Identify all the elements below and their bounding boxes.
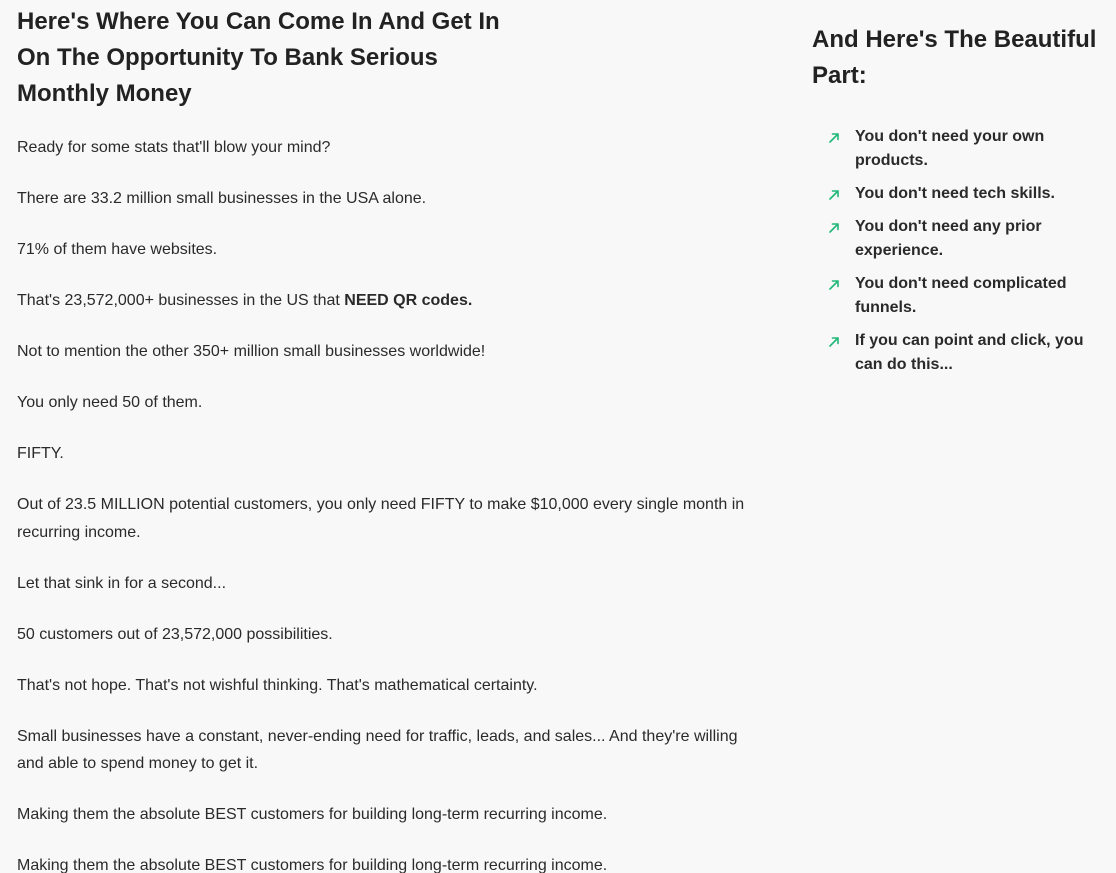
- sidebar: [812, 0, 1107, 386]
- arrow-up-right-icon: [812, 329, 855, 348]
- arrow-up-right-icon: [812, 272, 855, 291]
- paragraph-need-50: You only need 50 of them.: [17, 394, 203, 411]
- paragraph-constant-need: Small businesses have a constant, never-ending need for traffic, leads, and sales... And they're willing and able to spend money to get it.: [17, 727, 738, 772]
- paragraph-fifty: FIFTY.: [17, 445, 64, 462]
- paragraph-best-customers: Making them the absolute BEST customers for building long-term recurring income.: [17, 806, 608, 823]
- paragraph-recurring-income: Out of 23.5 MILLION potential customers, you only need FIFTY to make $10,000 every single month in recurring income.: [17, 496, 745, 541]
- qr-need-emphasis: NEED QR codes.: [344, 292, 473, 309]
- paragraph-qr-need: [17, 287, 787, 315]
- list-item: [812, 272, 1107, 320]
- paragraph-certainty: That's not hope. That's not wishful thinking. That's mathematical certainty.: [17, 676, 538, 694]
- list-item-label: You don't need any prior experience.: [855, 218, 1042, 259]
- list-item: [812, 182, 1107, 206]
- paragraph-us-businesses: There are 33.2 million small businesses in the USA alone.: [17, 190, 427, 207]
- benefits-list: [812, 125, 1107, 377]
- paragraph-best-customers-repeat: Making them the absolute BEST customers for building long-term recurring income.: [17, 857, 608, 873]
- list-item: [812, 215, 1107, 263]
- body-text: [17, 134, 787, 873]
- paragraph-possibilities: 50 customers out of 23,572,000 possibilities.: [17, 625, 333, 643]
- main-content: [17, 0, 787, 873]
- paragraph-worldwide: Not to mention the other 350+ million small businesses worldwide!: [17, 343, 486, 360]
- sidebar-heading: And Here's The Beautiful Part:: [812, 26, 1097, 89]
- paragraph-stats-intro: Ready for some stats that'll blow your mind?: [17, 139, 331, 156]
- arrow-up-right-icon: [812, 125, 855, 144]
- arrow-up-right-icon: [812, 182, 855, 201]
- qr-need-text: That's 23,572,000+ businesses in the US that: [17, 292, 345, 309]
- list-item-label: You don't need complicated funnels.: [855, 275, 1067, 316]
- list-item-label: You don't need tech skills.: [855, 185, 1055, 202]
- arrow-up-right-icon: [812, 215, 855, 234]
- paragraph-websites: 71% of them have websites.: [17, 241, 218, 258]
- list-item: [812, 125, 1107, 173]
- section-heading: Here's Where You Can Come In And Get In On The Opportunity To Bank Serious Monthly Money: [17, 8, 500, 107]
- list-item-label: You don't need your own products.: [855, 128, 1045, 169]
- paragraph-sink-in: Let that sink in for a second...: [17, 574, 227, 592]
- list-item-label: If you can point and click, you can do this...: [855, 332, 1084, 373]
- list-item: [812, 329, 1107, 377]
